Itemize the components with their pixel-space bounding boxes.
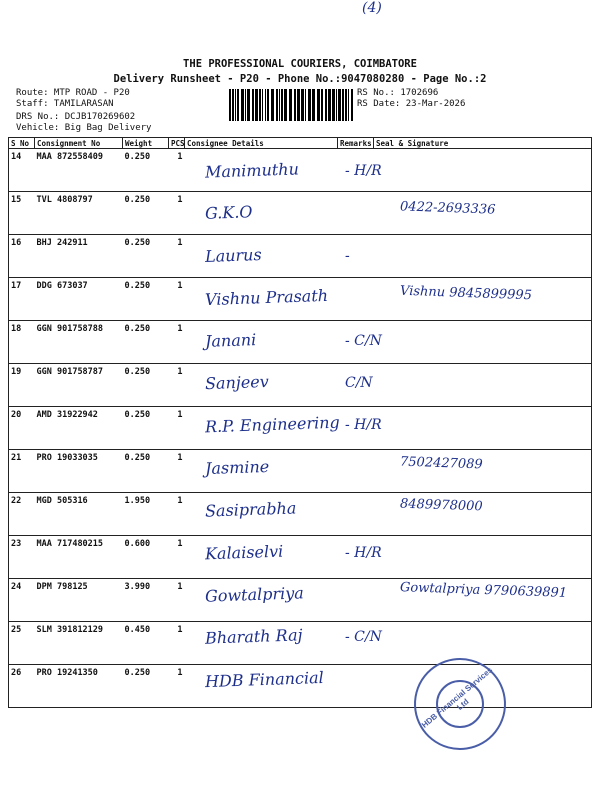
table-row [9, 536, 592, 579]
table-row [9, 450, 592, 493]
handwritten-consignee: Laurus [204, 244, 262, 266]
row-seal-cell [374, 149, 592, 192]
row-consignment: GGN 901758787 [35, 364, 123, 407]
vehicle-label: Vehicle: Big Bag Delivery [16, 123, 152, 133]
col-sno: S No [9, 138, 35, 149]
handwritten-consignee: Bharath Raj [204, 625, 303, 649]
row-remarks-cell [338, 450, 374, 493]
table-row [9, 493, 592, 536]
barcode [229, 89, 354, 121]
row-consignment: MAA 872558409 [35, 149, 123, 192]
table-row [9, 192, 592, 235]
col-consignment: Consignment No [35, 138, 123, 149]
col-pcs: PCS [169, 138, 185, 149]
row-consignment: DDG 673037 [35, 278, 123, 321]
row-sno: 26 [9, 665, 35, 708]
col-consignee: Consignee Details [185, 138, 338, 149]
row-weight: 0.450 [123, 622, 169, 665]
handwritten-consignee: Vishnu Prasath [204, 286, 329, 310]
handwritten-consignee: Sanjeev [204, 371, 270, 394]
row-consignment: BHJ 242911 [35, 235, 123, 278]
row-sno: 14 [9, 149, 35, 192]
handwritten-consignee: G.K.O [204, 202, 253, 224]
row-sno: 17 [9, 278, 35, 321]
row-sno: 15 [9, 192, 35, 235]
col-seal: Seal & Signature [374, 138, 592, 149]
row-pcs: 1 [169, 665, 185, 708]
runsheet-subtitle: Delivery Runsheet - P20 - Phone No.:9047080280 - Page No.:2 [113, 73, 487, 85]
row-pcs: 1 [169, 493, 185, 536]
row-weight: 0.250 [123, 235, 169, 278]
row-pcs: 1 [169, 579, 185, 622]
row-seal-cell [374, 235, 592, 278]
row-sno: 19 [9, 364, 35, 407]
row-weight: 1.950 [123, 493, 169, 536]
handwritten-remark: - [345, 247, 350, 264]
rs-date: RS Date: 23-Mar-2026 [357, 99, 466, 109]
row-sno: 20 [9, 407, 35, 450]
row-pcs: 1 [169, 364, 185, 407]
table-header-row [9, 138, 592, 149]
handwritten-signature: Gowtalpriya 9790639891 [399, 580, 568, 601]
row-consignment: MGD 505316 [35, 493, 123, 536]
rs-number: RS No.: 1702696 [357, 88, 439, 98]
row-consignment: GGN 901758788 [35, 321, 123, 364]
row-sno: 18 [9, 321, 35, 364]
row-pcs: 1 [169, 536, 185, 579]
row-remarks-cell [338, 665, 374, 708]
row-remarks-cell [338, 579, 374, 622]
row-weight: 0.600 [123, 536, 169, 579]
handwritten-consignee: Janani [204, 329, 257, 351]
row-sno: 25 [9, 622, 35, 665]
row-remarks-cell [338, 192, 374, 235]
handwritten-consignee: HDB Financial [204, 667, 325, 691]
row-weight: 0.250 [123, 278, 169, 321]
handwritten-signature: Vishnu 9845899995 [399, 283, 533, 304]
row-consignment: TVL 4808797 [35, 192, 123, 235]
handwritten-signature: 8489978000 [399, 496, 483, 515]
row-consignment: MAA 717480215 [35, 536, 123, 579]
handwritten-signature: 0422-2693336 [399, 199, 496, 219]
row-weight: 0.250 [123, 321, 169, 364]
company-title: THE PROFESSIONAL COURIERS, COIMBATORE [183, 58, 417, 70]
handwritten-consignee: Manimuthu [204, 159, 300, 182]
row-pcs: 1 [169, 622, 185, 665]
row-pcs: 1 [169, 192, 185, 235]
row-weight: 0.250 [123, 450, 169, 493]
drs-label: DRS No.: DCJB170269602 [16, 112, 136, 122]
row-weight: 3.990 [123, 579, 169, 622]
row-pcs: 1 [169, 321, 185, 364]
row-pcs: 1 [169, 450, 185, 493]
table-row [9, 321, 592, 364]
table-row [9, 235, 592, 278]
row-pcs: 1 [169, 235, 185, 278]
staff-label: Staff: TAMILARASAN [16, 99, 114, 109]
handwritten-consignee: Sasiprabha [204, 498, 297, 521]
handwritten-remark: C/N [345, 375, 373, 391]
row-consignment: SLM 391812129 [35, 622, 123, 665]
stamp-text: HDB Financial Services Ltd [419, 665, 495, 730]
row-seal-cell [374, 536, 592, 579]
row-seal-cell [374, 407, 592, 450]
handwritten-remark: - H/R [345, 544, 382, 561]
row-consignment: AMD 31922942 [35, 407, 123, 450]
table-row [9, 149, 592, 192]
handwritten-consignee: Jasmine [204, 456, 270, 478]
row-sno: 23 [9, 536, 35, 579]
handwritten-consignee: Kalaiselvi [204, 541, 284, 563]
handwritten-remark: - C/N [345, 629, 382, 646]
route-label: Route: MTP ROAD - P20 [16, 88, 130, 98]
row-weight: 0.250 [123, 149, 169, 192]
table-row [9, 364, 592, 407]
handwritten-remark: - H/R [345, 417, 382, 434]
row-sno: 22 [9, 493, 35, 536]
row-remarks-cell [338, 278, 374, 321]
row-weight: 0.250 [123, 364, 169, 407]
hdb-stamp [414, 658, 506, 750]
handwritten-signature: 7502427089 [399, 454, 483, 473]
handwritten-remark: - H/R [345, 163, 382, 179]
handwritten-page-number: (4) [362, 0, 382, 16]
col-remarks: Remarks [338, 138, 374, 149]
row-pcs: 1 [169, 407, 185, 450]
col-weight: Weight [123, 138, 169, 149]
row-consignment: PRO 19241350 [35, 665, 123, 708]
row-sno: 16 [9, 235, 35, 278]
row-sno: 21 [9, 450, 35, 493]
row-weight: 0.250 [123, 407, 169, 450]
row-remarks-cell [338, 235, 374, 278]
row-consignment: PRO 19033035 [35, 450, 123, 493]
handwritten-consignee: Gowtalpriya [204, 583, 305, 606]
row-weight: 0.250 [123, 665, 169, 708]
row-weight: 0.250 [123, 192, 169, 235]
row-remarks-cell [338, 493, 374, 536]
row-pcs: 1 [169, 278, 185, 321]
handwritten-remark: - C/N [345, 332, 382, 349]
row-seal-cell [374, 321, 592, 364]
row-sno: 24 [9, 579, 35, 622]
row-consignment: DPM 798125 [35, 579, 123, 622]
handwritten-consignee: R.P. Engineering [204, 413, 341, 437]
row-seal-cell [374, 364, 592, 407]
row-pcs: 1 [169, 149, 185, 192]
